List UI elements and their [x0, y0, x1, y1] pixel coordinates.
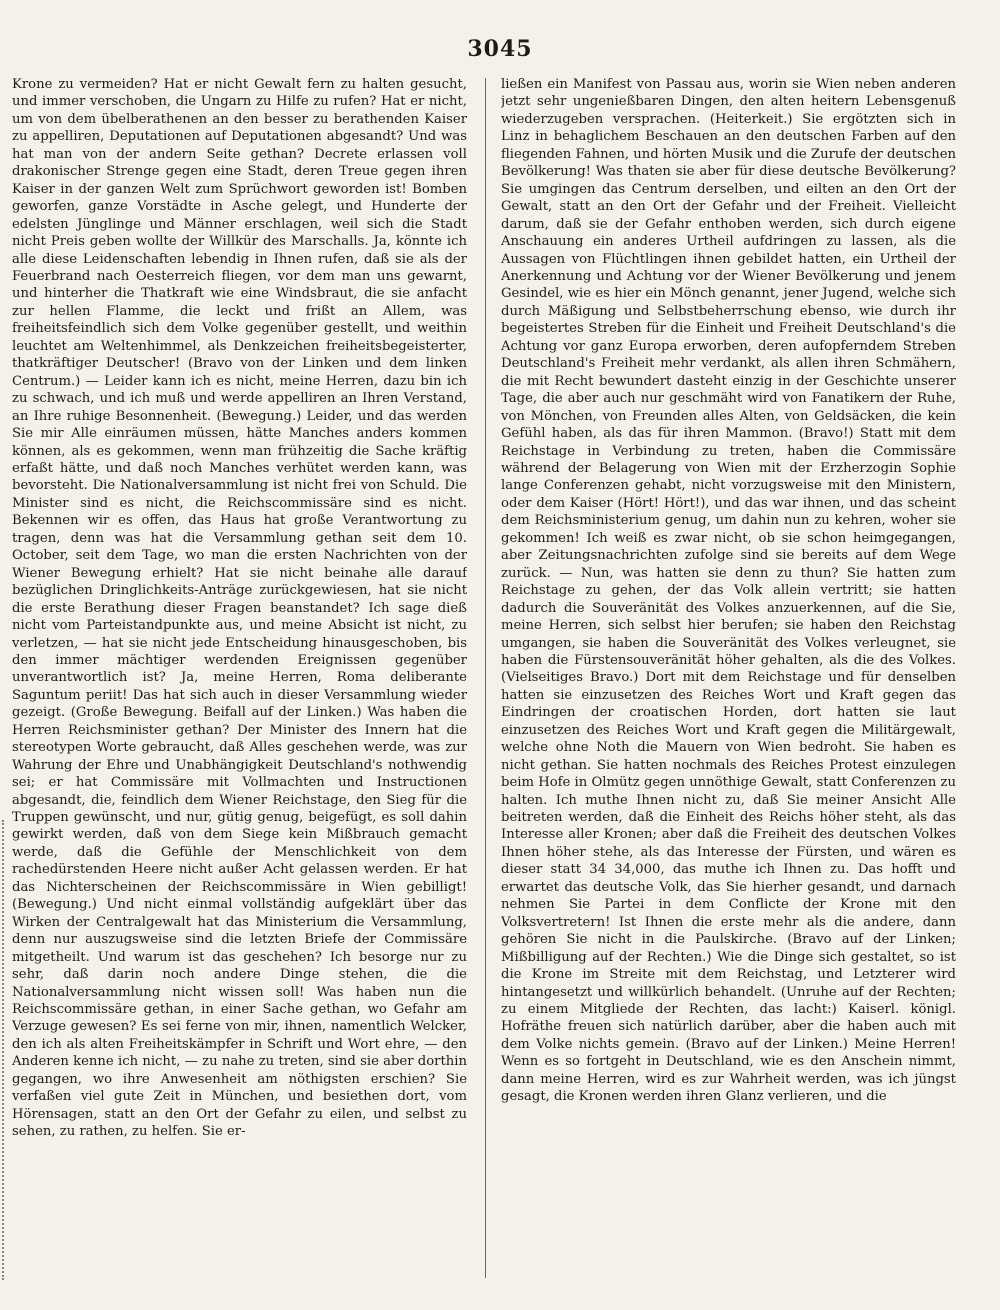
column-divider [485, 78, 486, 1278]
page-number: 3045 [467, 36, 533, 62]
text-column-left [12, 76, 467, 1296]
column-left-text: Krone zu vermeiden? Hat er nicht Gewalt fern zu halten gesucht, und immer verschoben, die Ungarn zu Hilfe zu rufen? Hat er nicht, um von dem übelberathenen an den besser zu berathenden Kaiser zu appelliren, Deputationen auf Deputationen abgesandt? Und was hat man von der andern Seite gethan? Decrete erlassen voll drakonischer Strenge gegen eine Stadt, deren Treue gegen ihren Kaiser in der ganzen Welt zum Sprüchwort geworden ist! Bomben geworfen, ganze Vorstädte in Asche gelegt, und Hunderte der edelsten Jünglinge und Männer erschlagen, weil sich die Stadt nicht Preis geben wollte der Willkür des Marschalls. Ja, könnte ich alle diese Leidenschaften lebendig in Ihnen rufen, daß sie als der Feuerbrand nach Oesterreich fliegen, vor dem man uns gewarnt, und hinterher die Thatkraft wie eine Windsbraut, die sie anfacht zur hellen Flamme, die leckt und frißt an Allem, was freiheitsfeindlich sich dem Volke gegenüber gestellt, und weithin leuchtet am Weltenhimmel, als Denkzeichen freiheitsbegeisterter, thatkräftiger Deutscher! (Bravo von der Linken und dem linken Centrum.) — Leider kann ich es nicht, meine Herren, dazu bin ich zu schwach, und ich muß und werde appelliren an Ihren Verstand, an Ihre ruhige Besonnenheit. (Bewegung.) Leider, und das werden Sie mir Alle einräumen müssen, hätte Manches anders kommen können, als es gekommen, wenn man frühzeitig die Sache kräftig erfaßt hätte, und daß noch Manches verhütet werden kann, was bevorsteht. Die Nationalversammlung ist nicht frei von Schuld. Die Minister sind es nicht, die Reichscommissäre sind es nicht. Bekennen wir es offen, das Haus hat große Verantwortung zu tragen, denn was hat die Versammlung gethan seit dem 10. October, seit dem Tage, wo man die ersten Nachrichten von der Wiener Bewegung erhielt? Hat sie nicht beinahe alle darauf bezüglichen Dringlichkeits-Anträge zurückgewiesen, hat sie nicht die erste Berathung dieser Fragen beanstandet? Ich sage dieß nicht vom Parteistandpunkte aus, und meine Absicht ist nicht, zu verletzen, — hat sie nicht jede Entscheidung hinausgeschoben, bis den immer mächtiger werdenden Ereignissen gegenüber unverantwortlich ist? Ja, meine Herren, Roma deliberante Saguntum periit! Das hat sich auch in dieser Versammlung wieder gezeigt. (Große Bewegung. Beifall auf der Linken.) Was haben die Herren Reichsminister gethan? Der Minister des Innern hat die stereotypen Worte gebraucht, daß Alles geschehen werde, was zur Wahrung der Ehre und Unabhängigkeit Deutschland's nothwendig sei; er hat Commissäre mit Vollmachten und Instructionen abgesandt, die, feindlich dem Wiener Reichstage, den Sieg für die Truppen gewünscht, und nur, gütig genug, beigefügt, es soll dahin gewirkt werden, daß von dem Siege kein Mißbrauch gemacht werde, daß die Gefühle der Menschlichkeit von dem rachedürstenden Heere nicht außer Acht gelassen werden. Er hat das Nichterscheinen der Reichscommissäre in Wien gebilligt! (Bewegung.) Und nicht einmal vollständig aufgeklärt über das Wirken der Centralgewalt hat das Ministerium die Versammlung, denn nur auszugsweise sind die letzten Briefe der Commissäre mitgetheilt. Und warum ist das geschehen? Ich besorge nur zu sehr, daß darin noch andere Dinge stehen, die die Nationalversammlung nicht wissen soll! Was haben nun die Reichscommissäre gethan, in einer Sache gethan, wo Gefahr am Verzuge gewesen? Es sei ferne von mir, ihnen, namentlich Welcker, den ich als alten Freiheitskämpfer in Schrift und Wort ehre, — den Anderen kenne ich nicht, — zu nahe zu treten, sind sie aber dorthin gegangen, wo ihre Anwesenheit am nöthigsten erschien? Sie verfaßen viel gute Zeit in München, und besiethen dort, vom Hörensagen, statt an den Ort der Gefahr zu eilen, und selbst zu sehen, zu rathen, zu helfen. Sie er- [12, 77, 467, 1140]
text-column-right [501, 76, 956, 1296]
column-right-text: ließen ein Manifest von Passau aus, worin sie Wien neben anderen jetzt sehr ungenießbaren Dingen, den alten heitern Lebensgenuß wiederzugeben versprachen. (Heiterkeit.) Sie ergötzten sich in Linz in behaglichem Beschauen an den deutschen Farben auf den fliegenden Fahnen, und hörten Musik und die Zurufe der deutschen Bevölkerung! Was thaten sie aber für diese deutsche Bevölkerung? Sie umgingen das Centrum derselben, und eilten an den Ort der Gewalt, statt an den Ort der Gefahr und der Freiheit. Vielleicht darum, daß sie der Gefahr enthoben werden, sich durch eigene Anschauung ein anderes Urtheil aufdringen zu lassen, als die Aussagen von Flüchtlingen ihnen gebildet hatten, ein Urtheil der Anerkennung und Achtung vor der Wiener Bevölkerung und jenem Gesindel, wie es hier ein Mönch genannt, jener Jugend, welche sich durch Mäßigung und Selbstbeherrschung ebenso, wie durch ihr begeistertes Streben für die Einheit und Freiheit Deutschland's die Achtung vor ganz Europa erworben, deren aufopferndem Streben Deutschland's Freiheit mehr verdankt, als allen ihren Schmähern, die mit Recht bewundert dasteht einzig in der Geschichte unserer Tage, die aber auch nur geschmäht wird von Fanatikern der Ruhe, von Mönchen, von Freunden alles Alten, von Geldsäcken, die kein Gefühl haben, als das für ihren Mammon. (Bravo!) Statt mit dem Reichstage in Verbindung zu treten, haben die Commissäre während der Belagerung von Wien mit der Erzherzogin Sophie lange Conferenzen gehabt, nicht vorzugsweise mit den Ministern, oder dem Kaiser (Hört! Hört!), und das war ihnen, und das scheint dem Reichsministerium genug, um dahin nun zu kehren, woher sie gekommen! Ich weiß es zwar nicht, ob sie schon heimgegangen, aber Zeitungsnachrichten zufolge sind sie bereits auf dem Wege zurück. — Nun, was hatten sie denn zu thun? Sie hatten zum Reichstage zu gehen, der das Volk allein vertritt; sie hatten dadurch die Souveränität des Volkes anzuerkennen, auf die Sie, meine Herren, sich selbst hier berufen; sie haben den Reichstag umgangen, sie haben die Souveränität des Volkes verleugnet, sie haben die Fürstensouveränität höher gehalten, als die des Volkes. (Vielseitiges Bravo.) Dort mit dem Reichstage und für denselben hatten sie einzusetzen des Reiches Wort und Kraft gegen das Eindringen der croatischen Horden, dort hatten sie laut einzusetzen des Reiches Wort und Kraft gegen die Militärgewalt, welche ohne Noth die Mauern von Wien bedroht. Sie haben es nicht gethan. Sie hatten nochmals des Reiches Protest einzulegen beim Hofe in Olmütz gegen unnöthige Gewalt, statt Conferenzen zu halten. Ich muthe Ihnen nicht zu, daß Sie meiner Ansicht Alle beitreten werden, daß die Einheit des Reichs höher steht, als das Interesse aller Kronen; aber daß die Freiheit des deutschen Volkes Ihnen höher stehe, als das Interesse der Fürsten, und wären es dieser statt 34 34,000, das muthe ich Ihnen zu. Das hofft und erwartet das deutsche Volk, das Sie hierher gesandt, und darnach nehmen Sie Partei in dem Conflicte der Krone mit den Volksvertretern! Ist Ihnen die erste mehr als die andere, dann gehören Sie nicht in die Paulskirche. (Bravo auf der Linken; Mißbilligung auf der Rechten.) Wie die Dinge sich gestaltet, so ist die Krone im Streite mit dem Reichstag, und Letzterer wird hintangesetzt und willkürlich behandelt. (Unruhe auf der Rechten; zu einem Mitgliede der Rechten, das lacht:) Kaiserl. königl. Hofräthe freuen sich natürlich darüber, aber die haben auch mit dem Volke nichts gemein. (Bravo auf der Linken.) Meine Herren! Wenn es so fortgeht in Deutschland, wie es den Anschein nimmt, dann meine Herren, wird es zur Wahrheit werden, was ich jüngst gesagt, die Kronen werden ihren Glanz verlieren, und die [501, 77, 956, 1105]
margin-mark [2, 820, 10, 1280]
